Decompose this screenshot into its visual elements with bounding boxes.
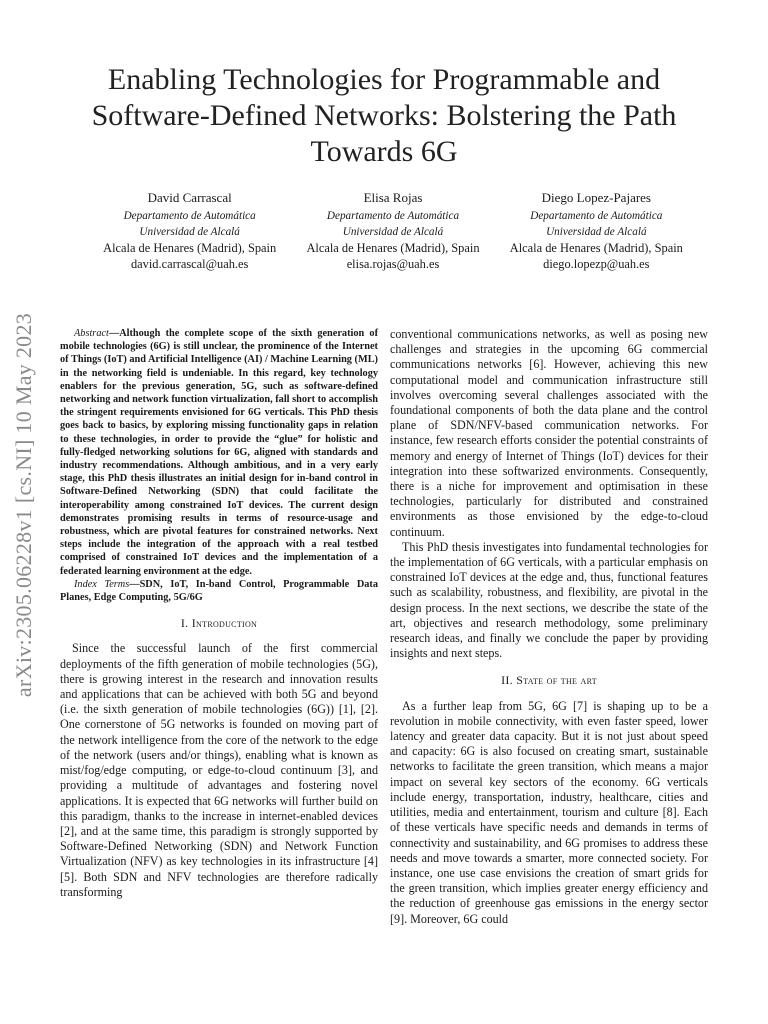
author-department: Departamento de Automática bbox=[123, 210, 256, 222]
index-terms-text: —SDN, IoT, In-band Control, Programmable Data Planes, Edge Computing, 5G/6G bbox=[60, 578, 379, 604]
paper-title: Enabling Technologies for Programmable and Software-Defined Networks: Bolstering the Path Towards 6G bbox=[91, 63, 677, 168]
author-1 bbox=[88, 190, 291, 272]
author-department: Departamento de Automática bbox=[326, 210, 460, 222]
author-university: Universidad de Alcalá bbox=[342, 226, 444, 238]
paragraph: This PhD thesis investigates into fundamental technologies for the implementation of 6G verticals, with a particular emphasis on constrained IoT devices at the edge and, thus, functional features such as scalability, robustness, and flexibility, are pivotal in the design process. In the next sections, we describe the state of the art, objectives and research methodology, some preliminary research ideas, and finally we conclude the paper by providing insights and next steps. bbox=[390, 539, 708, 661]
arxiv-identifier-stamp bbox=[0, 270, 48, 740]
paragraph: Since the successful launch of the first commercial deployments of the fifth generation of mobile technologies (5G), there is growing interest in the research and innovation results and applications that can be achieved with both 5G and beyond (i.e. the sixth generation of mobile technologies (6G)) [1], [2]. One cornerstone of 5G networks is founded on moving part of the network intelligence from the core of the network to the edge of the network (users and/or things), enabling what is known as mist/fog/edge computing, or edge-to-cloud continuum [3], and providing a multitude of advantages and fostering novel applications. It is expected that 6G networks will further build on this paradigm, thanks to the increase in internet-enabled devices [2], and at the same time, this paradigm is strongly supported by Software-Defined Networking (SDN) and Network Function Virtualization (NFV) as key technologies in its infrastructure [4] [5]. Both SDN and NFV technologies are therefore radically transforming bbox=[60, 641, 378, 899]
abstract bbox=[60, 327, 378, 578]
author-name: David Carrascal bbox=[147, 190, 232, 205]
left-column bbox=[60, 327, 378, 927]
author-department: Departamento de Automática bbox=[530, 210, 663, 222]
author-location: Alcala de Henares (Madrid), Spain bbox=[306, 241, 480, 255]
author-email: diego.lopezp@uah.es bbox=[543, 257, 650, 271]
paragraph: As a further leap from 5G, 6G [7] is shaping up to be a revolution in mobile connectivity, with even faster speed, lower latency and greater data capacity. But it is not just about speed and capacity: 6G is also focused on creating smart, sustainable networks to facilitate the green transition, which means a major impact on several key sectors of the economy. 6G verticals include energy, transportation, industry, healthcare, cities and utilities, media and entertainment, tourism and culture [8]. Each of these verticals have specific needs and demands in terms of connectivity and sustainability, and 6G promises to address these needs and move towards a smarter, more connected society. For instance, one use case envisions the creation of smart grids for the green transition, which implies greater energy efficiency and the reduction of greenhouse gas emissions in the energy sector [9]. Moreover, 6G could bbox=[390, 698, 708, 926]
author-3 bbox=[495, 190, 698, 272]
author-university: Universidad de Alcalá bbox=[546, 226, 647, 238]
arxiv-id-text: arXiv:2305.06228v1 [cs.NI] 10 May 2023 bbox=[11, 312, 36, 698]
author-email: elisa.rojas@uah.es bbox=[346, 257, 440, 271]
section-heading-state-of-the-art: II. State of the art bbox=[501, 673, 597, 688]
index-terms-label: Index Terms bbox=[74, 578, 130, 590]
two-column-body bbox=[60, 327, 708, 927]
index-terms bbox=[60, 578, 378, 604]
paragraph: conventional communications networks, as well as posing new challenges and strategies in the upcoming 6G commercial communications networks [6]. However, achieving this new computational model and communication infrastructure still involves overcoming several challenges associated with the foundational components of both the data plane and the control plane of SDN/NFV-based communication networks. For instance, few research efforts consider the potential constraints of memory and energy of Internet of Things (IoT) devices for their integration into these softwarized environments. Consequently, there is a niche for improvement and optimisation in these technologies, particularly for distributed and constrained environments as those envisioned by the edge-to-cloud continuum. bbox=[390, 327, 708, 539]
author-name: Elisa Rojas bbox=[363, 190, 423, 205]
author-email: david.carrascal@uah.es bbox=[130, 257, 249, 271]
author-block bbox=[88, 190, 698, 272]
abstract-label: Abstract bbox=[74, 328, 109, 339]
author-university: Universidad de Alcalá bbox=[139, 226, 240, 238]
section-heading-introduction: I. Introduction bbox=[180, 616, 258, 631]
author-location: Alcala de Henares (Madrid), Spain bbox=[509, 241, 683, 255]
author-name: Diego Lopez-Pajares bbox=[541, 190, 651, 205]
author-location: Alcala de Henares (Madrid), Spain bbox=[103, 241, 277, 255]
author-2 bbox=[291, 190, 494, 272]
abstract-text: —Although the complete scope of the sixth generation of mobile technologies (6G) is still unclear, the prominence of the Internet of Things (IoT) and Artificial Intelligence (AI) / Machine Learning (ML) in the networking field is undeniable. In this regard, key technology enablers for the previous generation, 5G, such as software-defined networking and network function virtualization, fall short to accomplish the stringent requirements envisioned for 6G verticals. This PhD thesis goes back to basics, by exploring missing functionality gaps in relation to these technologies, in order to provide the “glue” for holistic and fully-fledged networking solutions for 6G, aligned with standards and industry recommendations. Although ambitious, and in a very early stage, this PhD thesis illustrates an initial design for in-band control in Software-Defined Networking (SDN) that could facilitate the interoperability among constrained IoT devices. The current design demonstrates promising results in terms of resource-usage and robustness, which are pivotal features for constrained networks. Next steps include the integration of the approach with a real testbed comprised of constrained IoT devices and the implementation of a federated learning environment at the edge. bbox=[60, 328, 378, 577]
right-column bbox=[390, 327, 708, 927]
